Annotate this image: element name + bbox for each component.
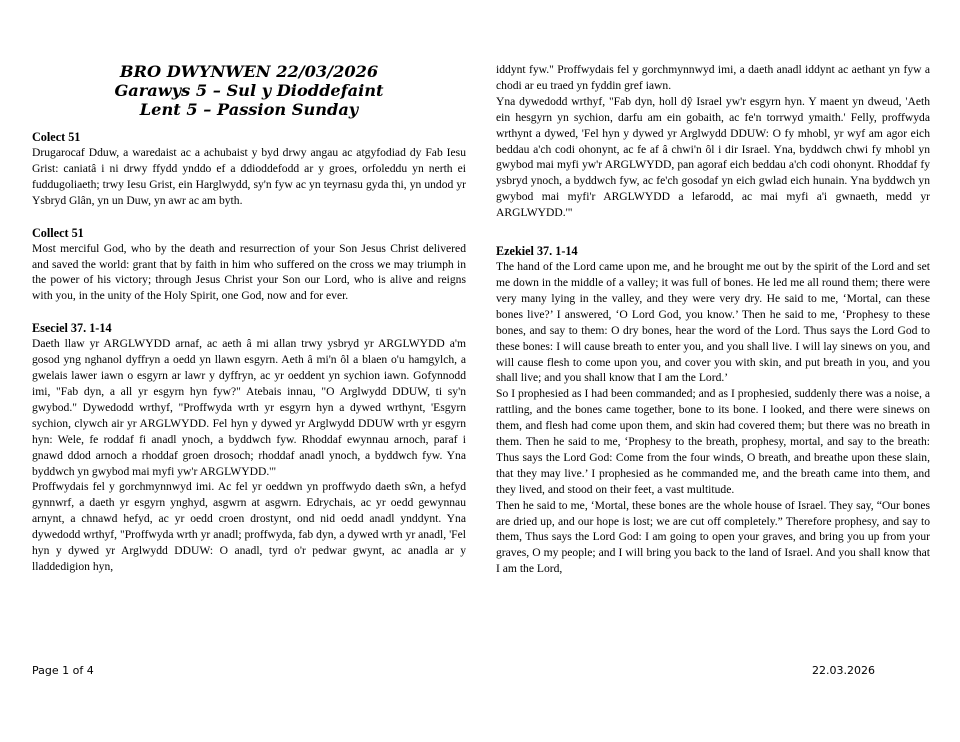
collect-welsh-text: Drugarocaf Dduw, a waredaist ac a achubaist y byd drwy angau ac atgyfodiad dy Fab Iesu Grist: caniatâ i ni drwy ffydd ynddo ef a ddioddefodd ar y groes, orfoleddu yn nerth ei fuddugoliaeth; trwy Iesu Grist, ein Harglwydd, sy'n fyw ac yn teyrnasu gyda thi, yn undod yr Ysbryd Glân, yn un Duw, yn awr ac am byth. <box>32 146 466 207</box>
document-header <box>32 62 466 119</box>
header-parish-date: BRO DWYNWEN 22/03/2026 <box>119 62 379 81</box>
left-column <box>32 62 466 575</box>
collect-welsh <box>32 129 466 209</box>
page-number: Page 1 of 4 <box>32 664 94 677</box>
footer-date: 22.03.2026 <box>812 664 875 677</box>
reading-welsh-cont1: iddynt fyw." Proffwydais fel y gorchmynnwyd imi, a daeth anadl iddynt ac aethant yn fyw a chodi ar eu traed yn fyddin gref iawn. <box>496 63 930 92</box>
reading-english-para3: Then he said to me, ‘Mortal, these bones are the whole house of Israel. They say, “Our bones are dried up, and our hope is lost; we are cut off completely.” Therefore prophesy, and say to them, Thus says the Lord God: I am going to open your graves, and bring you up from your graves, O my people; and I will bring you back to the land of Israel. And you shall know that I am the Lord, <box>496 498 930 576</box>
reading-welsh-heading: Eseciel 37. 1-14 <box>32 321 112 336</box>
reading-welsh-continued <box>496 62 930 221</box>
reading-english-para1: The hand of the Lord came upon me, and he brought me out by the spirit of the Lord and set me down in the middle of a valley; it was full of bones. He led me all round them; there were very many lying in the valley, and they were very dry. He said to me, ‘Mortal, can these bones live?’ I answered, ‘O Lord God, you know.’ Then he said to me, ‘Prophesy to these bones, and say to them: O dry bones, hear the word of the Lord. Thus says the Lord God to these bones: I will cause breath to enter you, and you shall live. I will lay sinews on you, and will cause flesh to come upon you, and cover you with skin, and put breath in you, and you shall live; and you shall know that I am the Lord.’ <box>496 260 930 385</box>
reading-welsh <box>32 320 466 575</box>
header-welsh-title: Garawys 5 – Sul y Dioddefaint <box>114 81 384 100</box>
reading-welsh-para2: Proffwydais fel y gorchmynnwyd imi. Ac fel yr oeddwn yn proffwydo daeth sŵn, a hefyd gynnwrf, a daeth yr esgyrn ynghyd, asgwrn at asgwrn. Edrychais, ac yr oedd gewynnau arnynt, a chnawd hefyd, ac yr oedd croen drostynt, ond nid oedd anadl ynddynt. Yna dywedodd wrthyf, "Proffwyda wrth yr anadl; proffwyda, fab dyn, a dywed wrth yr anadl, 'Fel hyn y dywed yr Arglwydd DDUW: O anadl, tyrd o'r pedwar gwynt, ac anadla ar y lladdedigion hyn, <box>32 480 466 573</box>
reading-english-heading: Ezekiel 37. 1-14 <box>496 244 578 259</box>
right-column <box>496 62 930 577</box>
header-english-title: Lent 5 – Passion Sunday <box>139 100 359 119</box>
collect-english-heading: Collect 51 <box>32 225 84 240</box>
reading-welsh-para1: Daeth llaw yr ARGLWYDD arnaf, ac aeth â mi allan trwy ysbryd yr ARGLWYDD a'm gosod yng nghanol dyffryn a oedd yn llawn esgyrn. Aeth â mi'n ôl a blaen o'u hamgylch, a gwelais lawer iawn o esgyrn ar lawr y dyffryn, ac yr oeddent yn sychion iawn. Gofynnodd imi, "Fab dyn, a all yr esgyrn hyn fyw?" Atebais innau, "O Arglwydd DDUW, ti sy'n gwybod." Dywedodd wrthyf, "Proffwyda wrth yr esgyrn hyn a dywed wrthynt, 'Esgyrn sychion, clywch air yr ARGLWYDD. Fel hyn y dywed yr Arglwydd DDUW wrth yr esgyrn hyn: Wele, fe roddaf fi anadl ynoch, a byddwch fyw. Rhoddaf ewynnau arnoch, paraf i gnawd ddod arnoch a rhoddaf groen drosoch; rhoddaf anadl ynoch, a byddwch fyw. Yna byddwch yn gwybod mai myfi yw'r ARGLWYDD.'" <box>32 337 466 478</box>
reading-welsh-cont2: Yna dywedodd wrthyf, "Fab dyn, holl dŷ Israel yw'r esgyrn hyn. Y maent yn dweud, 'Aeth ein hesgyrn yn sychion, darfu am ein gobaith, ac fe'n torrwyd ymaith.' Felly, proffwyda wrthynt a dywed, 'Fel hyn y dywed yr Arglwydd DDUW: O fy mhobl, yr wyf am agor eich beddau a'ch codi ohonynt, ac fe af â chwi'n ôl i dir Israel. Yna, byddwch chwi fy mhobl yn gwybod mai myfi yw'r ARGLWYDD, pan agoraf eich beddau a'ch codi ohonynt. Rhoddaf fy ysbryd ynoch, a byddwch fyw, ac fe'ch gosodaf yn eich gwlad eich hunain. Yna byddwch yn gwybod mai myfi'r ARGLWYDD a lefarodd, ac mai myfi a'i gwnaeth, medd yr ARGLWYDD.'" <box>496 94 930 220</box>
collect-welsh-heading: Colect 51 <box>32 130 81 144</box>
reading-english-para2: So I prophesied as I had been commanded; and as I prophesied, suddenly there was a noise, a rattling, and the bones came together, bone to its bone. I looked, and there were sinews on them, and flesh had come upon them, and skin had covered them; but there was no breath in them. Then he said to me, ‘Prophesy to the breath, prophesy, mortal, and say to the breath: Thus says the Lord God: Come from the four winds, O breath, and breathe upon these slain, that they may live.’ I prophesied as he commanded me, and the breath came into them, and they lived, and stood on their feet, a vast multitude. <box>496 387 930 496</box>
collect-english-text: Most merciful God, who by the death and resurrection of your Son Jesus Christ delivered and saved the world: grant that by faith in him who suffered on the cross we may triumph in the power of his victory; through Jesus Christ your Son our Lord, who is alive and reigns with you, in the unity of the Holy Spirit, one God, now and for ever. <box>32 241 466 303</box>
reading-english <box>496 243 930 577</box>
collect-english <box>32 225 466 305</box>
